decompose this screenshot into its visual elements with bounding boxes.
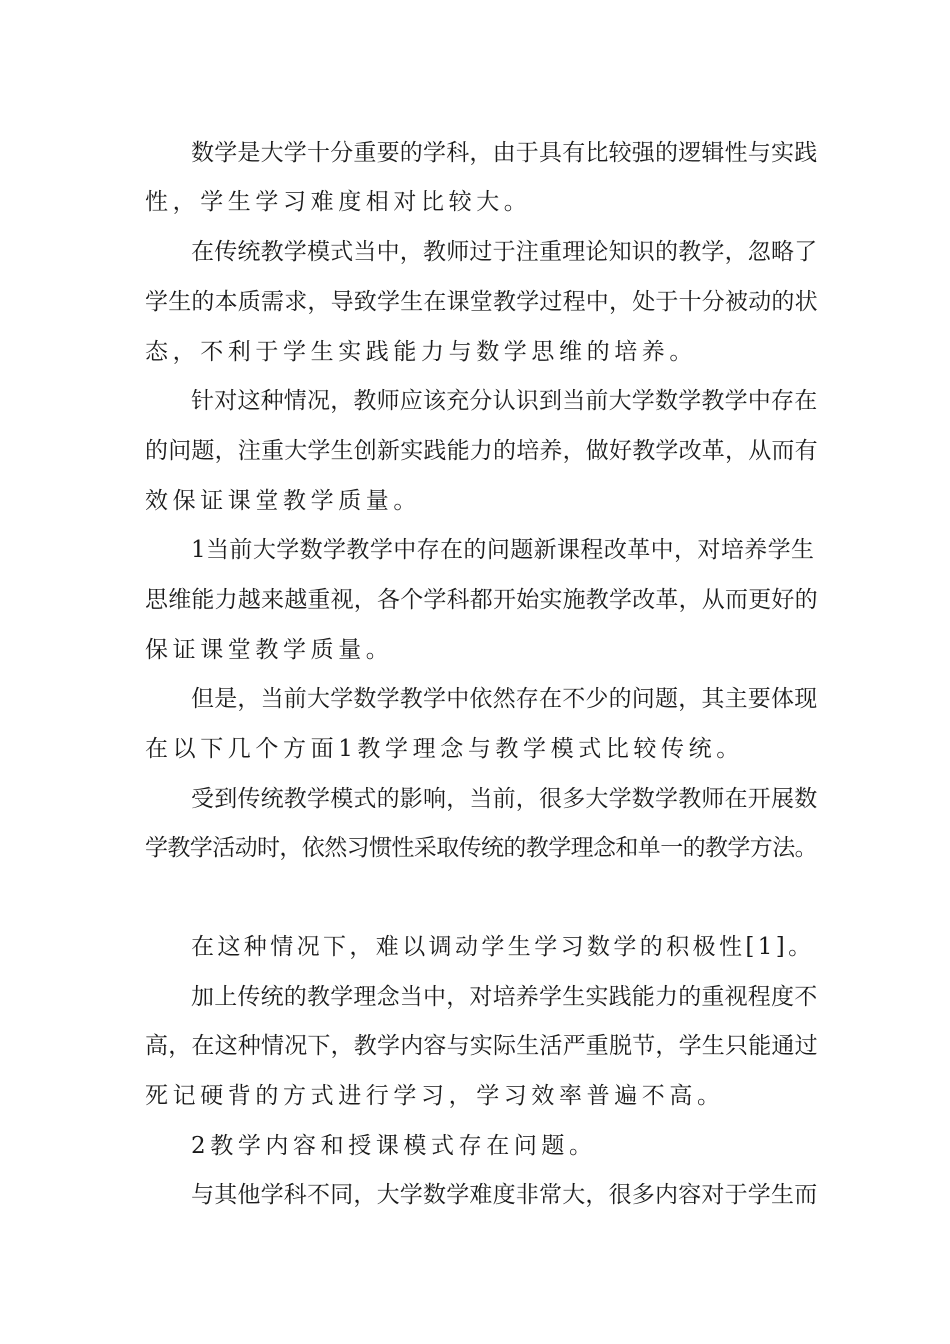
text-line: 数学是大学十分重要的学科，由于具有比较强的逻辑性与实践 bbox=[191, 140, 818, 166]
text-line: 高，在这种情况下，教学内容与实际生活严重脱节，学生只能通过 bbox=[145, 1033, 818, 1059]
text-line: 死记硬背的方式进行学习，学习效率普遍不高。 bbox=[145, 1083, 725, 1109]
text-line: 受到传统教学模式的影响，当前，很多大学数学教师在开展数 bbox=[191, 786, 818, 812]
text-line: 但是，当前大学数学教学中依然存在不少的问题，其主要体现 bbox=[191, 686, 818, 712]
text-line: 针对这种情况，教师应该充分认识到当前大学数学教学中存在 bbox=[191, 388, 818, 414]
text-line: 1当前大学数学教学中存在的问题新课程改革中，对培养学生 bbox=[191, 537, 815, 563]
text-line: 在以下几个方面1教学理念与教学模式比较传统。 bbox=[145, 736, 744, 762]
text-line: 在传统教学模式当中，教师过于注重理论知识的教学，忽略了 bbox=[191, 239, 818, 265]
text-line: 效保证课堂教学质量。 bbox=[145, 488, 421, 514]
text-line: 加上传统的教学理念当中，对培养学生实践能力的重视程度不 bbox=[191, 984, 818, 1010]
text-line: 在这种情况下，难以调动学生学习数学的积极性[1]。 bbox=[191, 934, 815, 960]
text-line: 思维能力越来越重视，各个学科都开始实施教学改革，从而更好的 bbox=[145, 587, 818, 613]
text-line: 保证课堂教学质量。 bbox=[145, 637, 394, 663]
text-line: 学教学活动时，依然习惯性采取传统的教学理念和单一的教学方法。 bbox=[145, 835, 818, 861]
text-line: 的问题，注重大学生创新实践能力的培养，做好教学改革，从而有 bbox=[145, 438, 818, 464]
text-line: 2教学内容和授课模式存在问题。 bbox=[191, 1133, 597, 1159]
text-line: 性，学生学习难度相对比较大。 bbox=[145, 189, 532, 215]
text-line: 态，不利于学生实践能力与数学思维的培养。 bbox=[145, 339, 697, 365]
text-line: 学生的本质需求，导致学生在课堂教学过程中，处于十分被动的状 bbox=[145, 289, 818, 315]
text-line: 与其他学科不同，大学数学难度非常大，很多内容对于学生而 bbox=[191, 1182, 818, 1208]
